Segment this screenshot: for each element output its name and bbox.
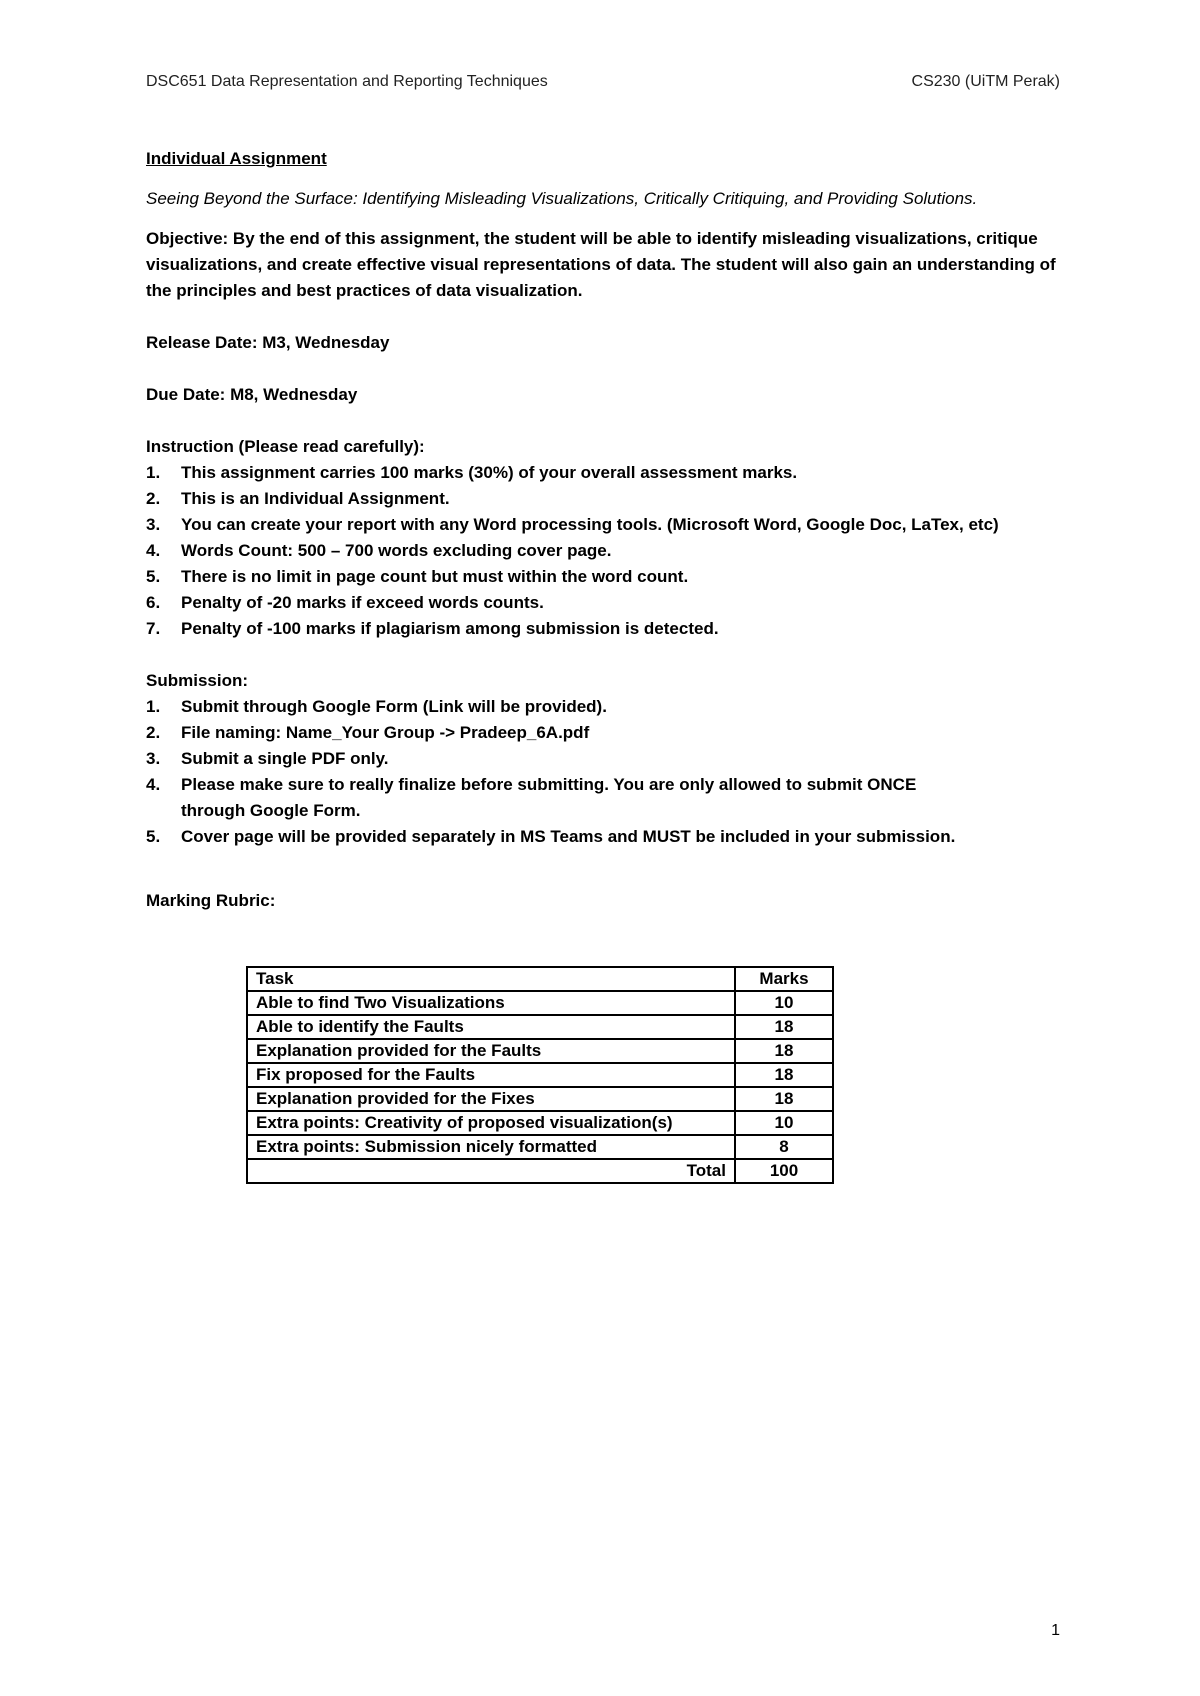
table-row	[247, 1087, 833, 1111]
marks-cell: 18	[735, 1063, 833, 1087]
list-item: 2. File naming: Name_Your Group -> Pradeep_6A.pdf	[146, 723, 590, 742]
list-item: 1. Submit through Google Form (Link will be provided).	[146, 697, 607, 716]
list-item: 4. Words Count: 500 – 700 words excluding cover page.	[146, 541, 612, 560]
task-cell: Extra points: Submission nicely formatted	[247, 1135, 735, 1159]
list-item: 3. Submit a single PDF only.	[146, 749, 389, 768]
submission-heading: Submission:	[146, 671, 249, 690]
column-header-task: Task	[247, 967, 735, 991]
list-item: 1. This assignment carries 100 marks (30%) of your overall assessment marks.	[146, 463, 798, 482]
marks-cell: 10	[735, 991, 833, 1015]
instruction-heading: Instruction (Please read carefully):	[146, 437, 425, 456]
assignment-title: Individual Assignment	[146, 149, 327, 168]
table-row	[247, 1015, 833, 1039]
task-cell: Explanation provided for the Faults	[247, 1039, 735, 1063]
marking-rubric-table	[246, 966, 834, 1184]
table-row	[247, 1039, 833, 1063]
task-cell: Extra points: Creativity of proposed visualization(s)	[247, 1111, 735, 1135]
marks-cell: 8	[735, 1135, 833, 1159]
task-cell: Able to find Two Visualizations	[247, 991, 735, 1015]
task-cell: Able to identify the Faults	[247, 1015, 735, 1039]
list-item: 7. Penalty of -100 marks if plagiarism among submission is detected.	[146, 619, 719, 638]
marks-cell: 18	[735, 1039, 833, 1063]
marks-cell: 18	[735, 1087, 833, 1111]
marks-cell: 18	[735, 1015, 833, 1039]
assignment-subtitle: Seeing Beyond the Surface: Identifying Misleading Visualizations, Critically Critiquing, and Providing Solutions.	[146, 189, 978, 208]
table-row	[247, 1135, 833, 1159]
table-row	[247, 991, 833, 1015]
list-item: 3. You can create your report with any Word processing tools. (Microsoft Word, Google Doc, LaTex, etc)	[146, 515, 999, 534]
header-course: DSC651 Data Representation and Reporting Techniques	[146, 73, 548, 90]
instruction-list	[146, 460, 1066, 642]
column-header-marks: Marks	[735, 967, 833, 991]
table-header-row	[247, 967, 833, 991]
total-label: Total	[247, 1159, 735, 1183]
list-item: 2. This is an Individual Assignment.	[146, 489, 450, 508]
due-date: Due Date: M8, Wednesday	[146, 385, 358, 404]
submission-list	[146, 694, 1066, 850]
table-total-row	[247, 1159, 833, 1183]
rubric-heading: Marking Rubric:	[146, 891, 276, 910]
list-item: 6. Penalty of -20 marks if exceed words counts.	[146, 593, 544, 612]
list-item: 5. There is no limit in page count but must within the word count.	[146, 567, 689, 586]
table-row	[247, 1063, 833, 1087]
page-number: 1	[1051, 1622, 1060, 1639]
table-row	[247, 1111, 833, 1135]
list-item: 5. Cover page will be provided separately in MS Teams and MUST be included in your submission.	[146, 827, 956, 846]
objective-paragraph: Objective: By the end of this assignment, the student will be able to identify misleading visualizations, critique visualizations, and create effective visual representations of data. The student will also gain an understanding of the principles and best practices of data visualization.	[146, 229, 1056, 300]
task-cell: Fix proposed for the Faults	[247, 1063, 735, 1087]
task-cell: Explanation provided for the Fixes	[247, 1087, 735, 1111]
document-body	[146, 146, 1066, 914]
release-date: Release Date: M3, Wednesday	[146, 333, 390, 352]
marks-cell: 10	[735, 1111, 833, 1135]
header-class: CS230 (UiTM Perak)	[911, 73, 1060, 90]
list-item: 4. Please make sure to really finalize before submitting. You are only allowed to submit ONCE through Google Form.	[146, 775, 917, 820]
total-value: 100	[735, 1159, 833, 1183]
